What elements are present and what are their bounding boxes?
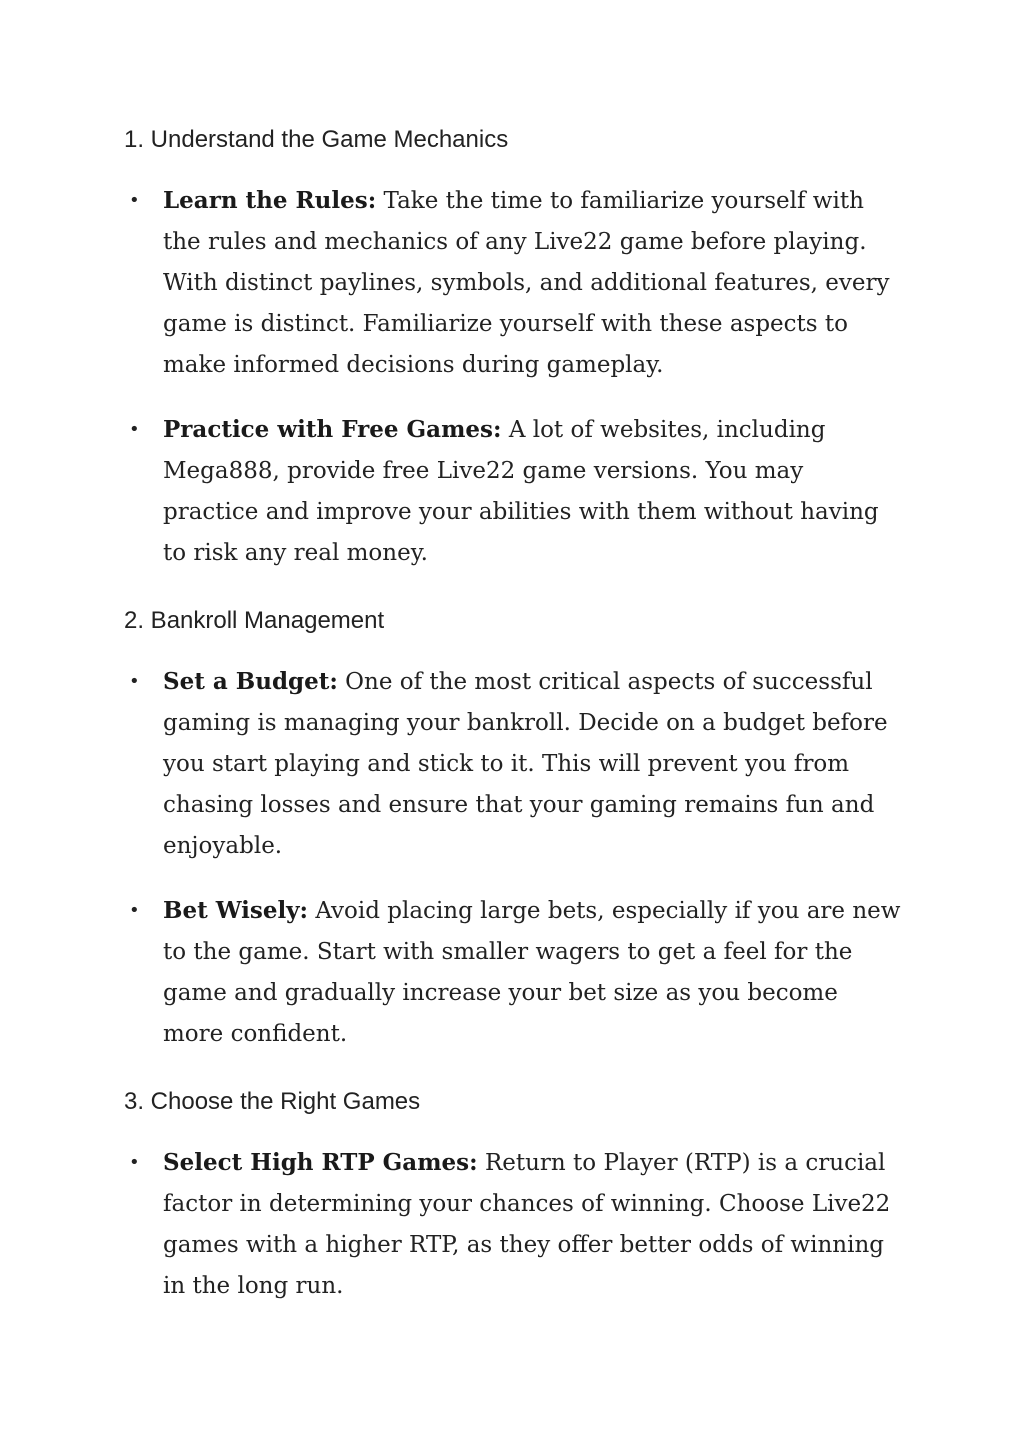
item-title: Bet Wisely: [163,897,309,924]
item-text: Take the time to familiarize yourself with the rules and mechanics of any Live22 game before playing. With distinct paylines, symbols, and additional features, every game is distinct. Familiarize yourself with these aspects to make informed decisions during gameplay. [163,188,890,378]
item-title: Set a Budget: [163,668,338,695]
list-item [129,661,903,867]
bullet-icon: • [129,419,140,440]
list-item [129,180,903,386]
item-text: A lot of websites, including Mega888, provide free Live22 game versions. You may practice and improve your abilities with them without having to risk any real money. [163,417,879,566]
section-heading: 2. Bankroll Management [124,607,385,634]
item-text: Avoid placing large bets, especially if you are new to the game. Start with smaller wagers to get a feel for the game and gradually increase your bet size as you become more confident. [163,898,901,1047]
bullet-icon: • [129,1152,140,1173]
bullet-icon: • [129,671,140,692]
item-text: One of the most critical aspects of successful gaming is managing your bankroll. Decide on a budget before you start playing and stick to it. This will prevent you from chasing losses and ensure that your gaming remains fun and enjoyable. [163,669,888,859]
list-item [129,409,903,574]
item-title: Practice with Free Games: [163,416,502,443]
bullet-icon: • [129,190,140,211]
section-heading: 3. Choose the Right Games [124,1088,421,1115]
list-item [129,1142,903,1307]
section-heading: 1. Understand the Game Mechanics [124,126,509,153]
item-text: Return to Player (RTP) is a crucial factor in determining your chances of winning. Choose Live22 games with a higher RTP, as they offer better odds of winning in the long run. [163,1150,891,1299]
list-item [129,890,903,1055]
bullet-icon: • [129,900,140,921]
item-title: Learn the Rules: [163,187,377,214]
item-title: Select High RTP Games: [163,1149,478,1176]
